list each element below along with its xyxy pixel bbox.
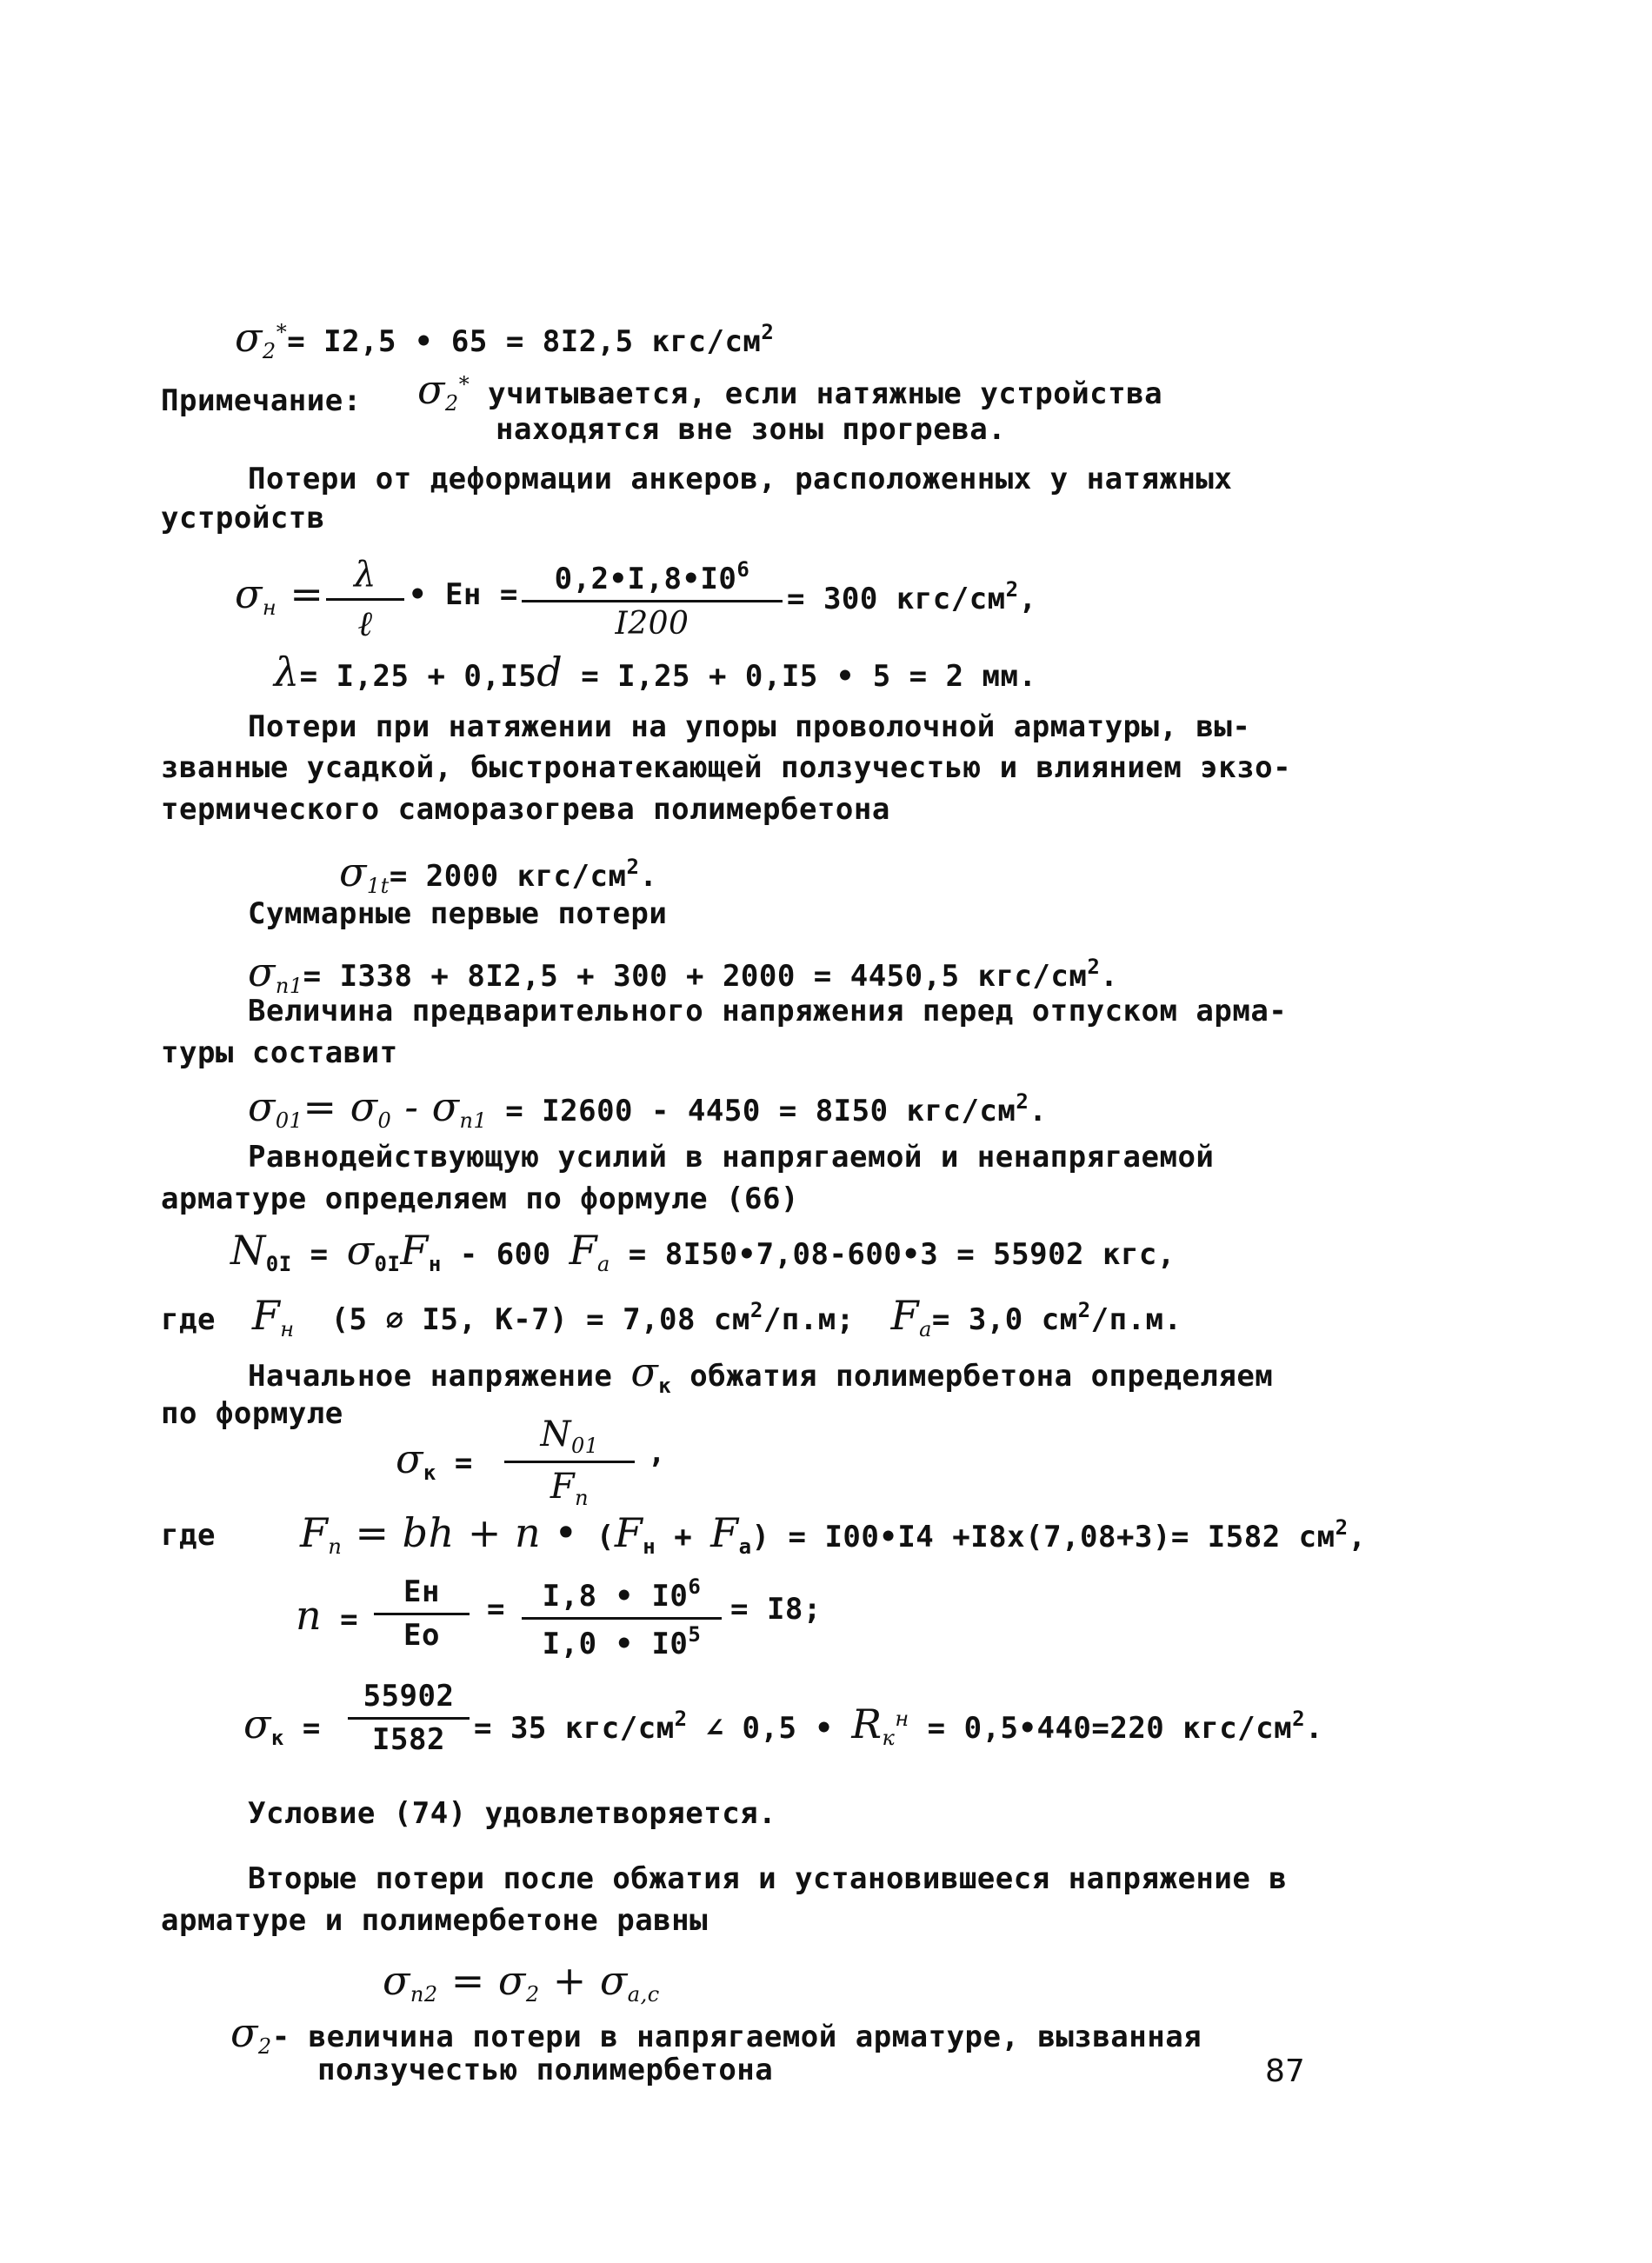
fraction-N01-Fn: $N_{01}$ $F_п$	[504, 1413, 635, 1511]
formula-sigma-k-value-lhs: $\sigma_к$ =	[243, 1701, 321, 1750]
paragraph-tension-loss: Потери при натяжении на упоры проволочной арматуры, вы-	[248, 709, 1251, 744]
formula-n-lhs: n =	[296, 1592, 359, 1639]
fraction-modulus: $\frac{I,8 • I0^6}{I,0 • I0^5}$	[522, 1574, 722, 1662]
formula-Fn: $F_п$ = bh + n • $(F_н + F_а)$ = I00•I4 +I8х(7,08+3)= I582 $см^2$,	[300, 1509, 1367, 1559]
formula-sigma-n-result: = 300 кгс/$см^2$,	[787, 577, 1037, 616]
equals-1: =	[487, 1592, 505, 1627]
comma-1: ,	[648, 1435, 666, 1470]
where-label: где	[161, 1518, 216, 1553]
fraction-sigma-k: $\frac{55902}{I582}$	[348, 1678, 470, 1758]
paragraph-resultant: Равнодействующую усилий в напрягаемой и ненапрягаемой	[248, 1140, 1215, 1175]
fraction-anchor-calc: $\frac{0,2•I,8•I0^6}{I200}$	[522, 556, 783, 643]
paragraph-second-losses: Вторые потери после обжатия и установившееся напряжение в	[248, 1861, 1288, 1896]
formula-sigma-01: $\sigma_{01}= \sigma_0 - \sigma_{п1} = I2600 - 4450 = 8I50$ кгс/$см^2$.	[248, 1083, 1048, 1133]
paragraph-resultant-cont: арматуре определяем по формуле (66)	[161, 1181, 799, 1216]
formula-sigma-n2: $\sigma_{п2} = \sigma_2 + \sigma_{a,c}$	[383, 1957, 660, 2007]
formula-sigma-n-mid: • Ен =	[409, 577, 518, 612]
fraction-lambda-l: λ ℓ	[326, 553, 404, 646]
paragraph-tension-loss-2: званные усадкой, быстронатекающей ползучестью и влиянием экзо-	[161, 750, 1292, 785]
formula-sigma-k-lhs: $\sigma_к$ =	[396, 1435, 473, 1485]
note-text-continued: находятся вне зоны прогрева.	[496, 412, 1007, 447]
definition-sigma2: $\sigma_2-$ величина потери в напрягаемой арматуре, вызванная	[230, 2009, 1202, 2059]
paragraph-prestress: Величина предварительного напряжения перед отпуском арма-	[248, 994, 1288, 1028]
formula-sigma-k-check: = 35 кгс/$см^2$ ∠ 0,5 • $R_к^н$ = 0,5•440=220 кгс/$см^2$.	[474, 1701, 1324, 1750]
formula-sigma-1t: $\sigma_{1t}= 2000$ кгс/$см^2$.	[339, 849, 658, 898]
page-number: 87	[1265, 2053, 1305, 2089]
note-label: Примечание:	[161, 383, 362, 418]
fraction-En-Eo: Ен Ео	[374, 1574, 470, 1654]
definition-sigma2-cont: ползучестью полимербетона	[317, 2053, 774, 2087]
formula-N01: $N_{0I} = \sigma_{0I}F_н - 600$ $F_a$ = 8I50•7,08-600•3 = 55902 кгс,	[230, 1227, 1176, 1276]
formula-sigma2-star: $\sigma_2^*= I2,5$ • 65 = 8I2,5 кгс/$см^2$	[235, 314, 775, 363]
paragraph-anchor-loss: Потери от деформации анкеров, расположенных у натяжных	[248, 462, 1233, 496]
formula-sigma-n-lhs: $\sigma_н$ =	[235, 570, 324, 620]
formula-lambda: λ= I,25 + 0,I5d = I,25 + 0,I5 • 5 = 2 мм.	[274, 649, 1037, 696]
paragraph-prestress-cont: туры составит	[161, 1035, 398, 1070]
paragraph-tension-loss-3: термического саморазогрева полимербетона	[161, 792, 890, 827]
paragraph-initial-stress: Начальное напряжение $\sigma_к$ обжатия полимербетона определяем	[248, 1348, 1274, 1398]
heading-first-losses: Суммарные первые потери	[248, 896, 668, 931]
paragraph-initial-stress-cont: по формуле	[161, 1396, 343, 1431]
formula-n-result: = I8;	[730, 1592, 822, 1627]
condition-satisfied: Условие (74) удовлетворяется.	[248, 1796, 777, 1831]
where-areas: где $F_н$ (5 ∅ I5, К-7) = 7,08 $см^2/п.м$; $F_a= 3,0$ $см^2/п.м$.	[161, 1292, 1182, 1341]
paragraph-anchor-loss-cont: устройств	[161, 501, 325, 536]
paragraph-second-losses-cont: арматуре и полимербетоне равны	[161, 1903, 709, 1938]
formula-sigma-n1: $\sigma_{п1}= I338 + 8I2,5 + 300 + 2000 = 4450,5$ кгс/$см^2$.	[248, 948, 1119, 998]
note-text: $\sigma_2^*$ учитывается, если натяжные устройства	[417, 366, 1163, 416]
